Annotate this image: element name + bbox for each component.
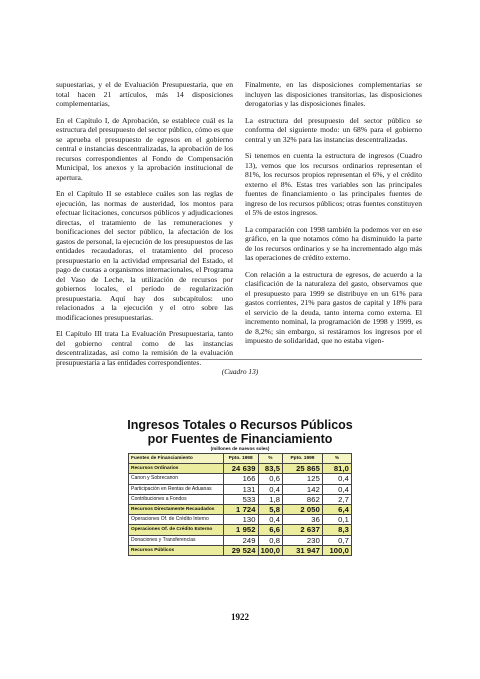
cell-value: 533	[223, 494, 258, 504]
cell-value: 2 637	[283, 525, 323, 535]
cell-value: 249	[223, 535, 258, 545]
financing-table	[128, 453, 352, 556]
paragraph: El Capítulo III trata La Evaluación Presupuestaria, tanto del gobierno central como de las instancias descentralizadas, así como la remisión de la evaluación presupuestaria a las entidades correspondientes.	[56, 329, 233, 367]
cell-value: 1 724	[223, 504, 258, 514]
cell-value: 5,8	[258, 504, 283, 514]
row-label: Participación en Rentas de Aduanas	[129, 484, 224, 494]
cell-value: 6,6	[258, 525, 283, 535]
cell-value: 24 639	[223, 464, 258, 474]
cell-value: 83,5	[258, 464, 283, 474]
section-divider	[56, 359, 422, 360]
cell-value: 81,0	[322, 464, 351, 474]
cell-value: 8,3	[322, 525, 351, 535]
cell-value: 166	[223, 474, 258, 484]
chart-title	[0, 418, 480, 446]
cell-value: 230	[283, 535, 323, 545]
paragraph: supuestarias, y el de Evaluación Presupuestaria, que en total hacen 21 artículos, más 14 disposiciones complementarias,	[56, 80, 233, 108]
left-column	[56, 80, 233, 374]
cell-value: 862	[283, 494, 323, 504]
cell-value: 131	[223, 484, 258, 494]
body-text	[56, 80, 422, 374]
cell-value: 0,7	[322, 535, 351, 545]
table-row	[129, 545, 352, 555]
cell-value: 100,0	[258, 545, 283, 555]
cuadro-label: (Cuadro 13)	[221, 367, 259, 376]
row-label: Canon y Sobrecanon	[129, 474, 224, 484]
table-row	[129, 504, 352, 514]
cell-value: 6,4	[322, 504, 351, 514]
paragraph: En el Capítulo II se establece cuáles son las reglas de ejecución, las normas de austeridad, los montos para efectuar licitaciones, concursos públicos y adjudicaciones directas, el tratamiento de las remuneraciones y bonificaciones del sector público, la afectación de los gastos de personal, la ejecución de los presupuestos de las entidades recaudadoras, el tratamiento del proceso presupuestario en la actividad empresarial del Estado, el pago de cuotas a organismos internacionales, el Programa del Vaso de Leche, la utilización de recursos por gobiernos locales, el período de regularización presupuestaria. Aquí hay dos subcapítulos: uno relacionados a la ejecución y el otro sobre las modificaciones presupuestarias.	[56, 189, 233, 322]
table-row	[129, 484, 352, 494]
row-label: Recursos Públicos	[129, 545, 224, 555]
cell-value: 0,4	[258, 484, 283, 494]
column-header: Fuentes de Financiamiento	[129, 454, 224, 464]
table-row	[129, 474, 352, 484]
row-label: Operaciones Of. de Crédito Interno	[129, 515, 224, 525]
cell-value: 1 952	[223, 525, 258, 535]
cell-value: 0,4	[322, 474, 351, 484]
table-header-row	[129, 454, 352, 464]
column-header: Ppto. 1998	[223, 454, 258, 464]
row-label: Donaciones y Transferencias	[129, 535, 224, 545]
column-header: Ppto. 1999	[283, 454, 323, 464]
chart-subtitle: (millones de nuevos soles)	[210, 446, 270, 451]
row-label: Recursos Directamente Recaudados	[129, 504, 224, 514]
row-label: Recursos Ordinarios	[129, 464, 224, 474]
chart-title-line1: Ingresos Totales o Recursos Públicos	[127, 418, 353, 432]
row-label: Operaciones Of. de Crédito Externo	[129, 525, 224, 535]
cell-value: 142	[283, 484, 323, 494]
column-header: %	[322, 454, 351, 464]
cell-value: 2 050	[283, 504, 323, 514]
cell-value: 25 865	[283, 464, 323, 474]
cell-value: 31 947	[283, 545, 323, 555]
column-header: %	[258, 454, 283, 464]
page-number: 1922	[231, 612, 249, 622]
cell-value: 36	[283, 515, 323, 525]
paragraph: Finalmente, en las disposiciones complementarias se incluyen las disposiciones transitorias, las disposiciones derogatorias y las disposiciones finales.	[245, 80, 422, 108]
table-row	[129, 525, 352, 535]
cell-value: 0,4	[258, 515, 283, 525]
cell-value: 2,7	[322, 494, 351, 504]
paragraph: La estructura del presupuesto del sector público se conforma del siguiente modo: un 68% para el gobierno central y un 32% para las instancias descentralizadas.	[245, 115, 422, 144]
paragraph: Si tenemos en cuenta la estructura de ingresos (Cuadro 13), vemos que los recursos ordinarios representan el 81%, los recursos propios representan el 6%, y el crédito externo el 8%. Estas tres variables son las principales fuentes de financiamiento o las principales fuentes de ingreso de los recursos públicos; otras fuentes constituyen el 5% de estos ingresos.	[245, 151, 422, 217]
paragraph: En el Capítulo I, de Aprobación, se establece cuál es la estructura del presupuesto del sector público, cómo es que se aprueba el presupuesto de egresos en el gobierno central e instancias descentralizadas, la aprobación de los recursos correspondientes al Fondo de Compensación Municipal, los anexos y la aprobación institucional de apertura.	[56, 115, 233, 182]
cell-value: 125	[283, 474, 323, 484]
cell-value: 0,1	[322, 515, 351, 525]
cell-value: 29 524	[223, 545, 258, 555]
cell-value: 0,6	[258, 474, 283, 484]
paragraph: Con relación a la estructura de egresos, de acuerdo a la clasificación de la naturaleza del gasto, observamos que el presupuesto para 1999 se distribuye en un 61% para gastos corrientes, 21% para gastos de capital y 18% para el servicio de la deuda, tanto interna como externa. El incremento nominal, la programación de 1998 y 1999, es de 8,2%; sin embargo, si restáramos los ingresos por el impuesto de solidaridad, que no estaba vigen-	[245, 269, 422, 345]
table-row	[129, 515, 352, 525]
cell-value: 130	[223, 515, 258, 525]
paragraph: La comparación con 1998 también la podemos ver en ese gráfico, en la que notamos cómo ha disminuido la parte de los recursos ordinarios y se ha incrementado algo más las operaciones de crédito externo.	[245, 224, 422, 262]
table-row	[129, 494, 352, 504]
row-label: Contribuciones a Fondos	[129, 494, 224, 504]
cell-value: 1,8	[258, 494, 283, 504]
chart-title-line2: por Fuentes de Financiamiento	[147, 432, 333, 446]
cell-value: 0,8	[258, 535, 283, 545]
right-column	[245, 80, 422, 374]
cell-value: 0,4	[322, 484, 351, 494]
table-row	[129, 535, 352, 545]
table-row	[129, 464, 352, 474]
cell-value: 100,0	[322, 545, 351, 555]
